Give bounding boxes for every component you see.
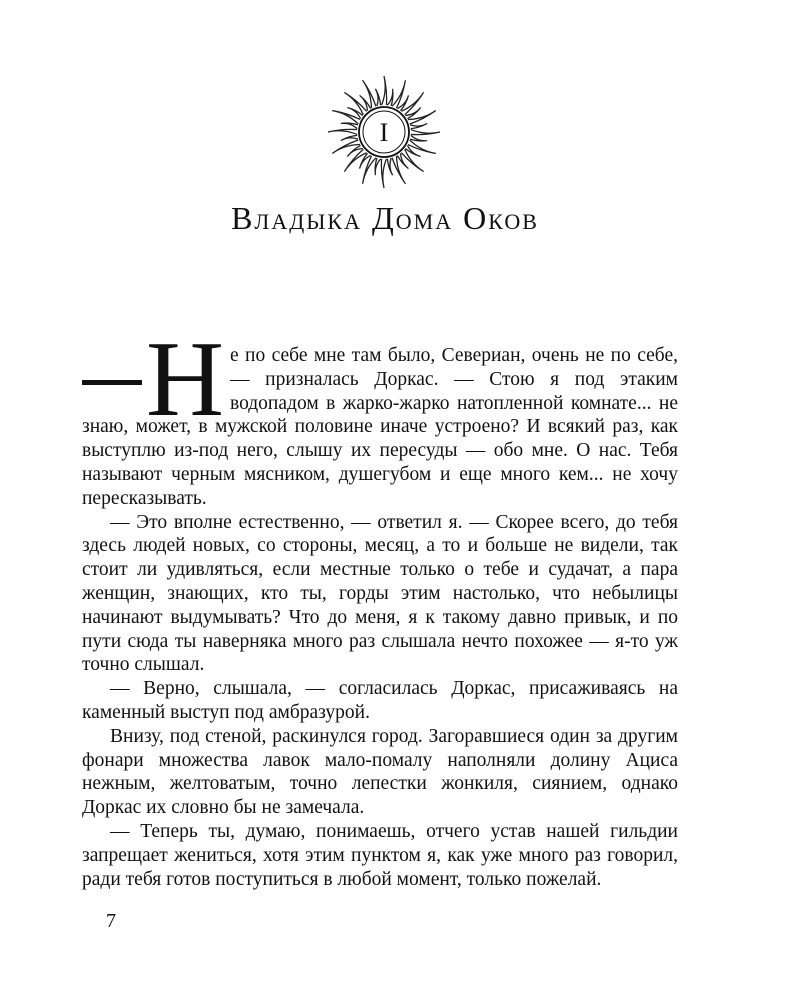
- sun-ray: [381, 159, 386, 188]
- sun-ray: [332, 140, 360, 153]
- sun-ray: [341, 135, 358, 140]
- paragraph-5: — Теперь ты, думаю, понимаешь, отчего устав нашей гильдии запрещает жениться, хотя этим пунктом я, как уже много раз говорил, ради тебя готов поступиться в любой момент, только пожелай.: [82, 820, 678, 890]
- chapter-title: Владыка Дома Оков: [231, 200, 539, 236]
- chapter-emblem: [324, 72, 444, 192]
- page-number: 7: [106, 910, 116, 932]
- sun-ray: [410, 135, 427, 141]
- drop-cap-letter: Н: [146, 320, 224, 439]
- chapter-numeral: I: [379, 118, 389, 147]
- sun-ray: [360, 95, 371, 110]
- sun-ray: [363, 80, 376, 108]
- chapter-text: [82, 320, 678, 891]
- sun-icon: [324, 72, 444, 192]
- drop-cap-dash: [82, 380, 142, 385]
- sun-ray: [375, 89, 380, 106]
- paragraph-text: е по себе мне там было, Севериан, очень не по себе, — призналась Доркас. — Стою я под этаким водопадом в жарко-жарко натопленной комнате... не знаю, может, в мужской половине иначе устроено? И всякий раз, как выступлю из-под него, слышу их пересуды — обо мне. О нас. Тебя называют черным мясником, душегубом и еще много кем... не хочу пересказывать.: [82, 345, 678, 509]
- sun-ray: [375, 158, 381, 175]
- sun-ray: [392, 156, 405, 184]
- sun-ray: [410, 123, 427, 128]
- paragraph-4: Внизу, под стеной, раскинулся город. Загоравшиеся один за другим фонари множества лавок мало-помалу наполняли долину Ациса нежным, желтоватым, точно лепестки жонкиля, сиянием, однако Доркас их словно бы не замечала.: [82, 725, 678, 819]
- paragraph-1: [82, 320, 678, 511]
- sun-ray: [397, 153, 408, 168]
- sun-ray: [382, 76, 387, 105]
- sun-ray: [387, 89, 393, 106]
- sun-ray: [341, 123, 358, 129]
- paragraph-2: — Это вполне естественно, — ответил я. — Скорее всего, до тебя здесь людей новых, со стороны, месяц, а то и больше не видели, так стоит ли удивляться, если местные только о тебе и судачат, а пара женщин, знающих, кто ты, горды этим настолько, что небылицы начинают выдумывать? Что до меня, я к такому давно привык, и по пути сюда ты наверняка много раз слышала нечто похожее — я-то уж точно слышал.: [82, 511, 678, 676]
- sun-ray: [347, 145, 362, 156]
- sun-ray: [405, 108, 420, 119]
- sun-ray: [411, 130, 440, 135]
- drop-cap: [82, 320, 224, 439]
- sun-ray: [408, 111, 436, 124]
- paragraph-3: — Верно, слышала, — согласилась Доркас, присаживаясь на каменный выступ под амбразурой.: [82, 678, 678, 723]
- sun-ray: [328, 129, 357, 134]
- sun-ray: [387, 158, 392, 175]
